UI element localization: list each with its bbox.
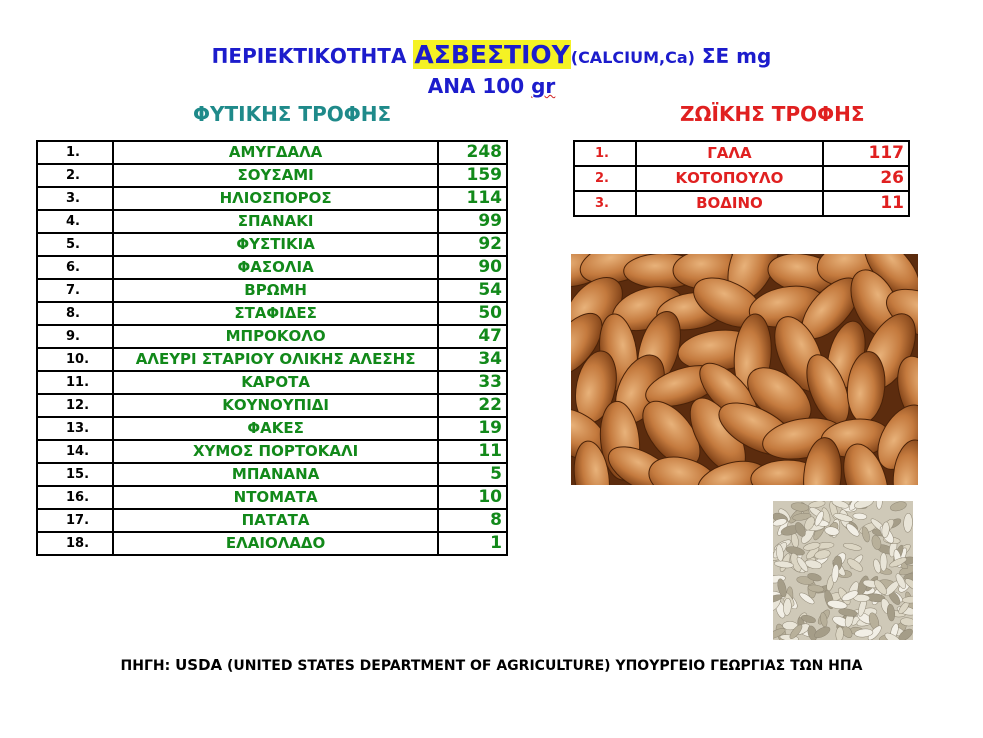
sunflower-seeds-image xyxy=(773,501,913,640)
food-name: ΒΟΔΙΝΟ xyxy=(636,191,823,216)
calcium-value: 117 xyxy=(823,141,909,166)
title-suffix: ΣΕ mg xyxy=(694,44,772,68)
table-row xyxy=(37,463,507,486)
calcium-value: 11 xyxy=(438,440,507,463)
table-row xyxy=(37,141,507,164)
title-prefix: ΠΕΡΙΕΚΤΙΚΟΤΗΤΑ xyxy=(211,44,414,68)
food-name: ΦΑΚΕΣ xyxy=(113,417,437,440)
food-name: ΦΥΣΤΙΚΙΑ xyxy=(113,233,437,256)
food-name: ΦΑΣΟΛΙΑ xyxy=(113,256,437,279)
row-number: 1. xyxy=(574,141,636,166)
row-number: 17. xyxy=(37,509,113,532)
table-row xyxy=(37,187,507,210)
title-highlight: ΑΣΒΕΣΤΙΟΥ xyxy=(414,40,570,69)
food-name: ΒΡΩΜΗ xyxy=(113,279,437,302)
source-org: USDA xyxy=(175,656,223,674)
calcium-value: 1 xyxy=(438,532,507,555)
food-name: ΣΤΑΦΙΔΕΣ xyxy=(113,302,437,325)
table-row xyxy=(574,166,909,191)
source-label: ΠΗΓΗ: xyxy=(120,658,176,674)
calcium-value: 248 xyxy=(438,141,507,164)
table-row xyxy=(37,256,507,279)
table-row xyxy=(37,394,507,417)
row-number: 10. xyxy=(37,348,113,371)
table-row xyxy=(37,279,507,302)
row-number: 7. xyxy=(37,279,113,302)
calcium-value: 33 xyxy=(438,371,507,394)
row-number: 15. xyxy=(37,463,113,486)
table-row xyxy=(37,371,507,394)
table-row xyxy=(37,348,507,371)
calcium-value: 114 xyxy=(438,187,507,210)
subtitle-unit: gr xyxy=(531,74,556,98)
sunflower-seeds-photo xyxy=(773,501,913,640)
plant-heading: ΦΥΤΙΚΗΣ ΤΡΟΦΗΣ xyxy=(193,102,392,126)
row-number: 2. xyxy=(37,164,113,187)
table-row xyxy=(37,325,507,348)
row-number: 14. xyxy=(37,440,113,463)
row-number: 5. xyxy=(37,233,113,256)
table-row xyxy=(574,191,909,216)
calcium-value: 22 xyxy=(438,394,507,417)
table-row xyxy=(37,532,507,555)
food-name: ΑΛΕΥΡΙ ΣΤΑΡΙΟΥ ΟΛΙΚΗΣ ΑΛΕΣΗΣ xyxy=(113,348,437,371)
table-row xyxy=(37,440,507,463)
table-row xyxy=(37,302,507,325)
animal-table xyxy=(573,140,910,217)
page-subtitle xyxy=(0,74,983,98)
table-row xyxy=(37,509,507,532)
calcium-value: 34 xyxy=(438,348,507,371)
plant-table xyxy=(36,140,508,556)
calcium-value: 92 xyxy=(438,233,507,256)
calcium-value: 50 xyxy=(438,302,507,325)
row-number: 3. xyxy=(574,191,636,216)
calcium-value: 10 xyxy=(438,486,507,509)
source-description: (UNITED STATES DEPARTMENT OF AGRICULTURE) ΥΠΟΥΡΓΕΙΟ ΓΕΩΡΓΙΑΣ ΤΩΝ ΗΠΑ xyxy=(222,658,863,674)
row-number: 11. xyxy=(37,371,113,394)
almonds-photo xyxy=(571,254,918,485)
row-number: 1. xyxy=(37,141,113,164)
row-number: 4. xyxy=(37,210,113,233)
table-row xyxy=(37,233,507,256)
row-number: 18. xyxy=(37,532,113,555)
row-number: 3. xyxy=(37,187,113,210)
calcium-value: 8 xyxy=(438,509,507,532)
calcium-value: 19 xyxy=(438,417,507,440)
page-title xyxy=(0,40,983,69)
food-name: ΠΑΤΑΤΑ xyxy=(113,509,437,532)
table-row xyxy=(574,141,909,166)
food-name: ΚΑΡΟΤΑ xyxy=(113,371,437,394)
table-row xyxy=(37,417,507,440)
table-row xyxy=(37,164,507,187)
row-number: 2. xyxy=(574,166,636,191)
food-name: ΣΠΑΝΑΚΙ xyxy=(113,210,437,233)
food-name: ΜΠΡΟΚΟΛΟ xyxy=(113,325,437,348)
food-name: ΚΟΤΟΠΟΥΛΟ xyxy=(636,166,823,191)
calcium-value: 54 xyxy=(438,279,507,302)
calcium-value: 47 xyxy=(438,325,507,348)
calcium-value: 5 xyxy=(438,463,507,486)
calcium-value: 90 xyxy=(438,256,507,279)
food-name: ΗΛΙΟΣΠΟΡΟΣ xyxy=(113,187,437,210)
row-number: 16. xyxy=(37,486,113,509)
food-name: ΕΛΑΙΟΛΑΔΟ xyxy=(113,532,437,555)
row-number: 6. xyxy=(37,256,113,279)
food-name: ΜΠΑΝΑΝΑ xyxy=(113,463,437,486)
animal-heading: ΖΩΪΚΗΣ ΤΡΟΦΗΣ xyxy=(680,102,865,126)
calcium-value: 11 xyxy=(823,191,909,216)
title-paren: (CALCIUM,Ca) xyxy=(570,48,695,67)
seed-shape xyxy=(880,553,887,571)
food-name: ΧΥΜΟΣ ΠΟΡΤΟΚΑΛΙ xyxy=(113,440,437,463)
food-name: ΝΤΟΜΑΤΑ xyxy=(113,486,437,509)
calcium-value: 26 xyxy=(823,166,909,191)
row-number: 9. xyxy=(37,325,113,348)
row-number: 8. xyxy=(37,302,113,325)
food-name: ΚΟΥΝΟΥΠΙΔΙ xyxy=(113,394,437,417)
food-name: ΣΟΥΣΑΜΙ xyxy=(113,164,437,187)
row-number: 13. xyxy=(37,417,113,440)
food-name: ΑΜΥΓΔΑΛΑ xyxy=(113,141,437,164)
table-row xyxy=(37,486,507,509)
food-name: ΓΑΛΑ xyxy=(636,141,823,166)
source-footer xyxy=(0,656,983,674)
almonds-image xyxy=(571,254,918,485)
table-row xyxy=(37,210,507,233)
row-number: 12. xyxy=(37,394,113,417)
calcium-value: 99 xyxy=(438,210,507,233)
calcium-value: 159 xyxy=(438,164,507,187)
subtitle-prefix: ΑΝΑ 100 xyxy=(427,74,532,98)
